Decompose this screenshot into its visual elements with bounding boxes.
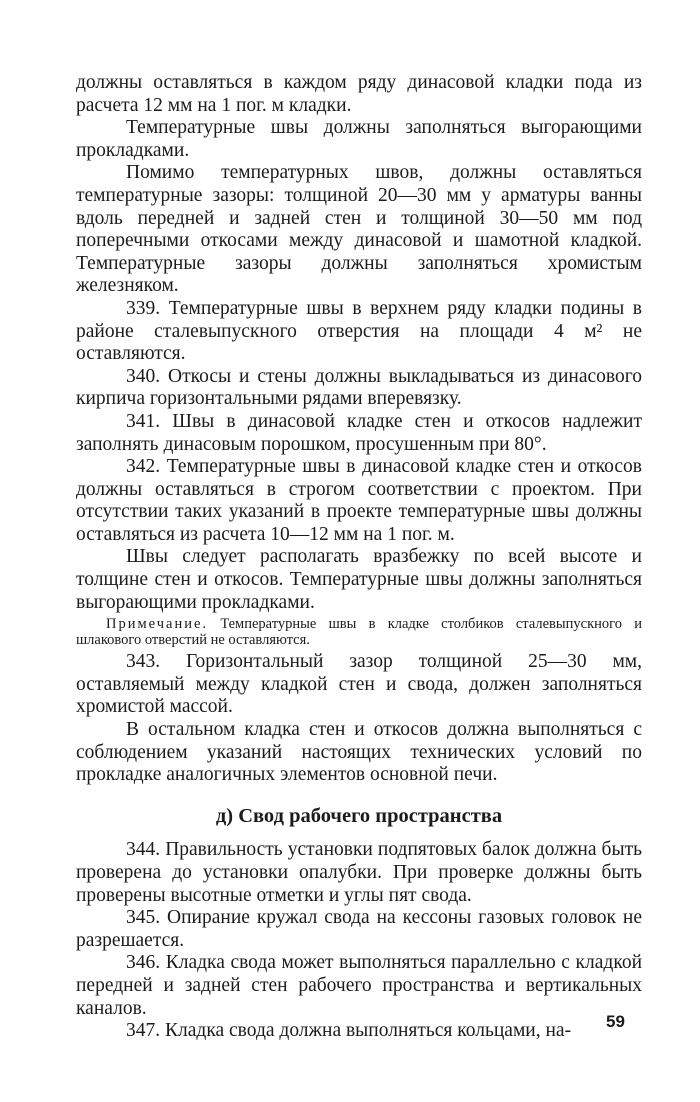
paragraph-343: 343. Горизонтальный зазор толщиной 25—30 мм, оставляемый между кладкой стен и свода, должен заполняться хромистой массой.: [76, 651, 642, 718]
page-number: 59: [606, 1012, 625, 1031]
document-page: [76, 72, 642, 1043]
note-label: Примечание.: [106, 616, 209, 633]
paragraph-walls-remaining: В остальном кладка стен и откосов должна выполняться с соблюдением указаний настоящих технических условий по прокладке аналогичных элементов основной печи.: [76, 719, 642, 786]
paragraph-340: 340. Откосы и стены должны выкладываться из динасового кирпича горизонтальными рядами вперевязку.: [76, 365, 642, 410]
paragraph-346: 346. Кладка свода может выполняться параллельно с кладкой передней и задней стен рабочего пространства и вертикальных каналов.: [76, 952, 642, 1019]
paragraph-continuation: должны оставляться в каждом ряду динасовой кладки пода из расчета 12 мм на 1 пог. м кладки.: [76, 72, 642, 116]
paragraph-joints-staggered: Швы следует располагать вразбежку по всей высоте и толщине стен и откосов. Температурные швы должны заполняться выгорающими прокладками.: [76, 546, 642, 613]
section-heading: д) Свод рабочего пространства: [215, 804, 503, 827]
note: [76, 616, 642, 648]
paragraph-341: 341. Швы в динасовой кладке стен и откосов надлежит заполнять динасовым порошком, просушенным при 80°.: [76, 410, 642, 455]
note-text: Температурные швы в кладке столбиков сталевыпускного и шлакового отверстий не оставляются.: [76, 616, 642, 649]
paragraph-temperature-gaps: Помимо температурных швов, должны оставляться температурные зазоры: толщиной 20—30 мм у арматуры ванны вдоль передней и задней стен и толщиной 30—50 мм под поперечными откосами между динасовой и шамотной кладкой. Температурные зазоры должны заполняться хромистым железняком.: [76, 162, 642, 297]
paragraph-expansion-joints-fill: Температурные швы должны заполняться выгорающими прокладками.: [76, 117, 642, 161]
paragraph-344: 344. Правильность установки подпятовых балок должна быть проверена до установки опалубки. При проверке должны быть проверены высотные отметки и углы пят свода.: [76, 839, 642, 906]
paragraph-345: 345. Опирание кружал свода на кессоны газовых головок не разрешается.: [76, 907, 642, 951]
paragraph-347: 347. Кладка свода должна выполняться кольцами, на-: [126, 1020, 572, 1042]
paragraph-342: 342. Температурные швы в динасовой кладке стен и откосов должны оставляться в строгом соответствии с проектом. При отсутствии таких указаний в проекте температурные швы должны оставляться из расчета 10—12 мм на 1 пог. м.: [76, 456, 642, 545]
paragraph-339: 339. Температурные швы в верхнем ряду кладки подины в районе сталевыпускного отверстия на площади 4 м² не оставляются.: [76, 297, 642, 365]
